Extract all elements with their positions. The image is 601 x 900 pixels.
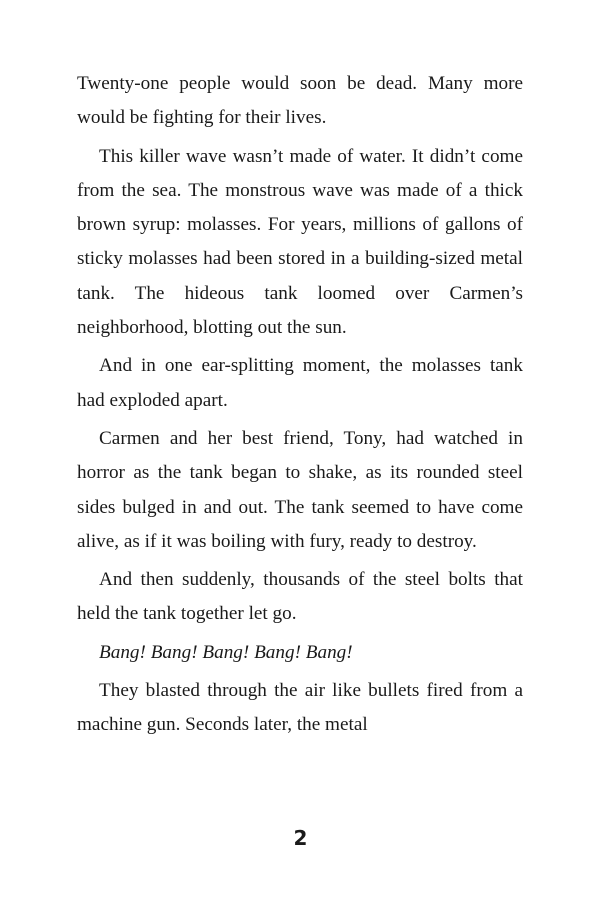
paragraph-3: And in one ear-splitting moment, the molasses tank had exploded apart.	[77, 355, 523, 411]
italic-sound-effect: Bang! Bang! Bang! Bang! Bang!	[99, 641, 353, 663]
paragraph-1: Twenty-one people would soon be dead. Many more would be fighting for their lives.	[77, 73, 523, 129]
paragraph-5: And then suddenly, thousands of the steel bolts that held the tank together let go.	[77, 569, 523, 625]
page-number: 2	[293, 826, 308, 850]
paragraph-6	[77, 636, 523, 670]
page-body	[77, 67, 523, 747]
paragraph-2: This killer wave wasn’t made of water. It didn’t come from the sea. The monstrous wave was made of a thick brown syrup: molasses. For years, millions of gallons of sticky molasses had been stored in a building-sized metal tank. The hideous tank loomed over Carmen’s neighborhood, blotting out the sun.	[77, 145, 523, 339]
paragraph-4: Carmen and her best friend, Tony, had watched in horror as the tank began to shake, as its rounded steel sides bulged in and out. The tank seemed to have come alive, as if it was boiling with fury, ready to destroy.	[77, 427, 523, 552]
paragraph-7: They blasted through the air like bullets fired from a machine gun. Seconds later, the metal	[77, 680, 523, 736]
